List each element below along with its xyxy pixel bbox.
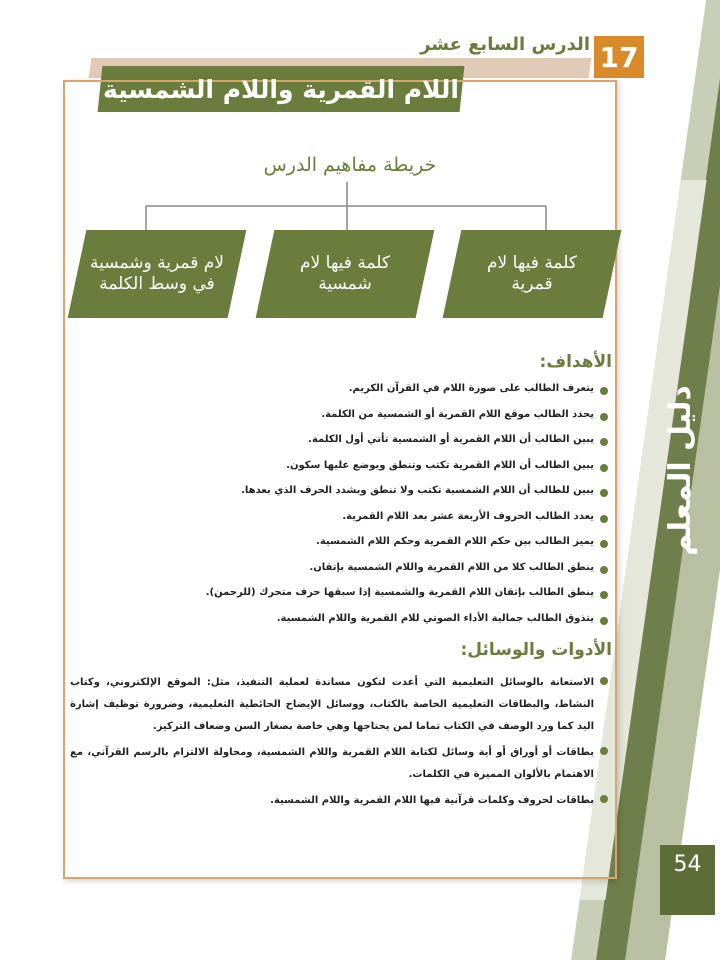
tools-list bbox=[70, 672, 610, 816]
lesson-label: الدرس السابع عشر bbox=[420, 34, 590, 55]
objective-item: ينطق الطالب كلا من اللام القمرية واللام الشمسية بإتقان. bbox=[70, 561, 610, 587]
objective-item: ينطق الطالب بإتقان اللام القمرية والشمسية إذا سبقها حرف متحرك (للرحمن). bbox=[70, 586, 610, 612]
concept-box-moon-lam: كلمة فيها لام قمرية bbox=[452, 230, 612, 318]
objective-item: يحدد الطالب موقع اللام القمرية أو الشمسية من الكلمة. bbox=[70, 408, 610, 434]
concept-box-sun-lam: كلمة فيها لام شمسية bbox=[265, 230, 425, 318]
page-number: 54 bbox=[660, 845, 715, 915]
tools-heading: الأدوات والوسائل: bbox=[460, 640, 612, 660]
objective-item: يعدد الطالب الحروف الأربعة عشر بعد اللام القمرية. bbox=[70, 510, 610, 536]
lesson-number-badge: 17 bbox=[594, 36, 644, 78]
side-title: دليل المعلم bbox=[662, 384, 698, 556]
objective-item: يبين الطالب أن اللام القمرية أو الشمسية تأتي أول الكلمة. bbox=[70, 433, 610, 459]
objective-item: يتذوق الطالب جمالية الأداء الصوتي للام القمرية واللام الشمسية. bbox=[70, 612, 610, 638]
objective-item: يبين الطالب أن اللام القمرية تكتب وتنطق ويوضع عليها سكون. bbox=[70, 459, 610, 485]
page-title: اللام القمرية واللام الشمسية bbox=[103, 74, 459, 104]
tool-item: بطاقات لحروف وكلمات قرآنية فيها اللام القمرية واللام الشمسية. bbox=[70, 790, 610, 812]
objective-item: يتعرف الطالب على صورة اللام في القرآن الكريم. bbox=[70, 382, 610, 408]
concept-map-title: خريطة مفاهيم الدرس bbox=[263, 154, 437, 176]
tool-item: بطاقات أو أوراق أو أية وسائل لكتابة اللام القمرية واللام الشمسية، ومحاولة الالتزام بالرسم القرآني، مع الاهتمام بالألوان المميزة في الكلمات. bbox=[70, 742, 610, 786]
objectives-list bbox=[70, 382, 610, 637]
tool-item: الاستعانة بالوسائل التعليمية التي أعدت لتكون مساندة لعملية التنفيذ، مثل: الموقع الإلكتروني، وكتاب النشاط، والبطاقات التعليمية الخاصة بالكتاب، ووسائل الإيضاح الحائطية التعليمية، وضرورة توظيف إشارة اليد كما ورد الوصف في الكتاب تماما لمن يحتاجها وهي خاصة بصغار السن وضعاف التركيز. bbox=[70, 672, 610, 738]
objectives-heading: الأهداف: bbox=[539, 352, 612, 372]
objective-item: يميز الطالب بين حكم اللام القمرية وحكم اللام الشمسية. bbox=[70, 535, 610, 561]
concept-box-middle-lam: لام قمرية وشمسية في وسط الكلمة bbox=[77, 230, 237, 318]
objective-item: يبين للطالب أن اللام الشمسية تكتب ولا تنطق ويشدد الحرف الذي بعدها. bbox=[70, 484, 610, 510]
